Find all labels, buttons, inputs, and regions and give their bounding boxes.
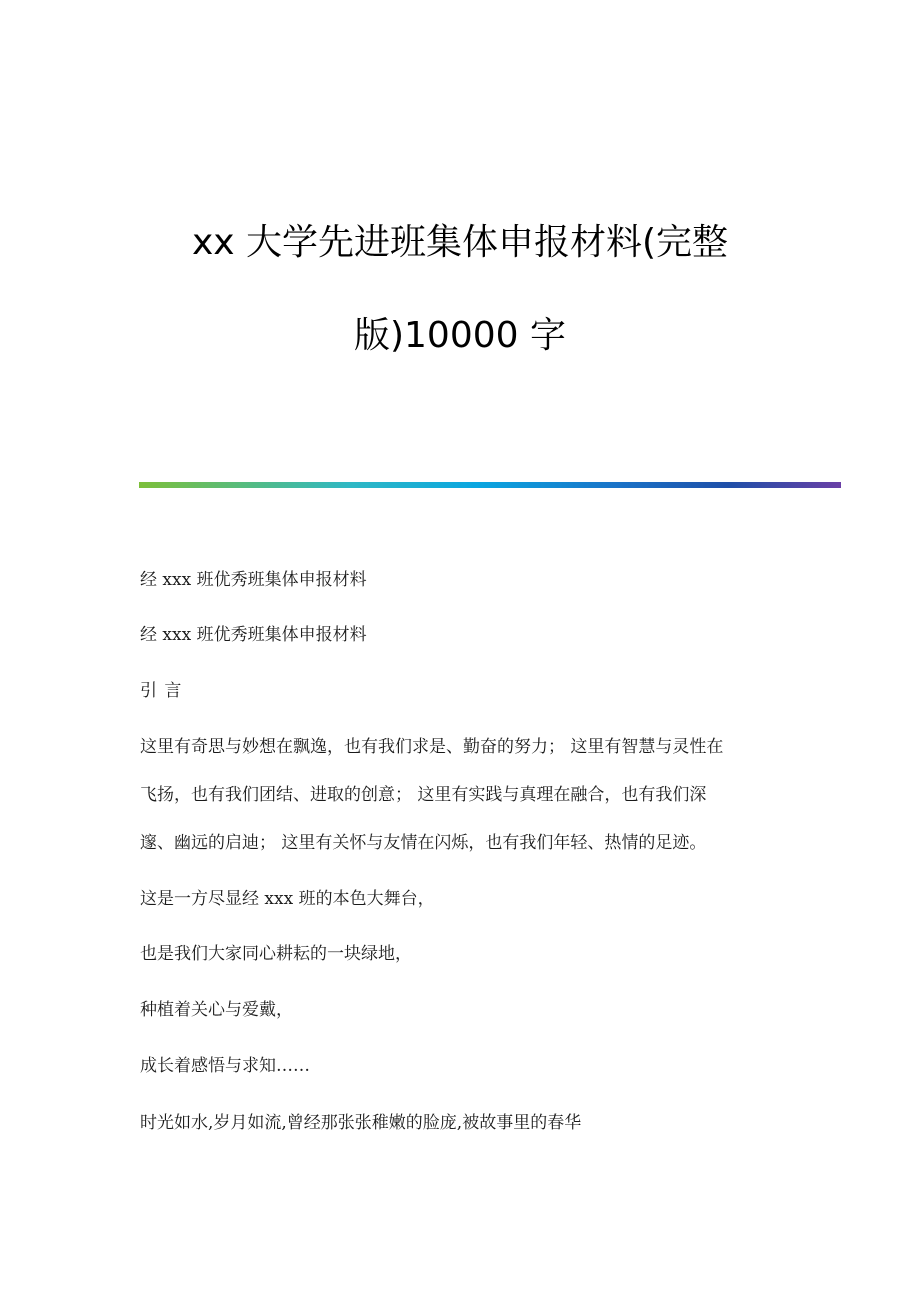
paragraph-intro-label: 引 言: [140, 681, 183, 701]
paragraph-line-4: 这是一方尽显经 xxx 班的本色大舞台，: [140, 889, 435, 909]
gradient-divider: [139, 482, 841, 488]
paragraph-line-7: 成长着感悟与求知……: [140, 1056, 310, 1076]
paragraph-line-6: 种植着关心与爱戴，: [140, 1000, 293, 1020]
paragraph-line-8: 时光如水,岁月如流,曾经那张张稚嫩的脸庞,被故事里的春华: [140, 1113, 582, 1133]
paragraph-body-line-1: 这里有奇思与妙想在飘逸，也有我们求是、勤奋的努力； 这里有智慧与灵性在: [140, 737, 724, 757]
paragraph-body-line-2: 飞扬，也有我们团结、进取的创意； 这里有实践与真理在融合，也有我们深: [140, 785, 707, 805]
paragraph-heading-1: 经 xxx 班优秀班集体申报材料: [140, 570, 367, 590]
paragraph-line-5: 也是我们大家同心耕耘的一块绿地，: [140, 944, 412, 964]
document-title-line-2: 版)10000 字: [353, 315, 566, 356]
paragraph-heading-2: 经 xxx 班优秀班集体申报材料: [140, 625, 367, 645]
document-title-line-1: xx 大学先进班集体申报材料(完整: [191, 222, 729, 263]
paragraph-body-line-3: 邃、幽远的启迪； 这里有关怀与友情在闪烁，也有我们年轻、热情的足迹。: [140, 833, 707, 853]
